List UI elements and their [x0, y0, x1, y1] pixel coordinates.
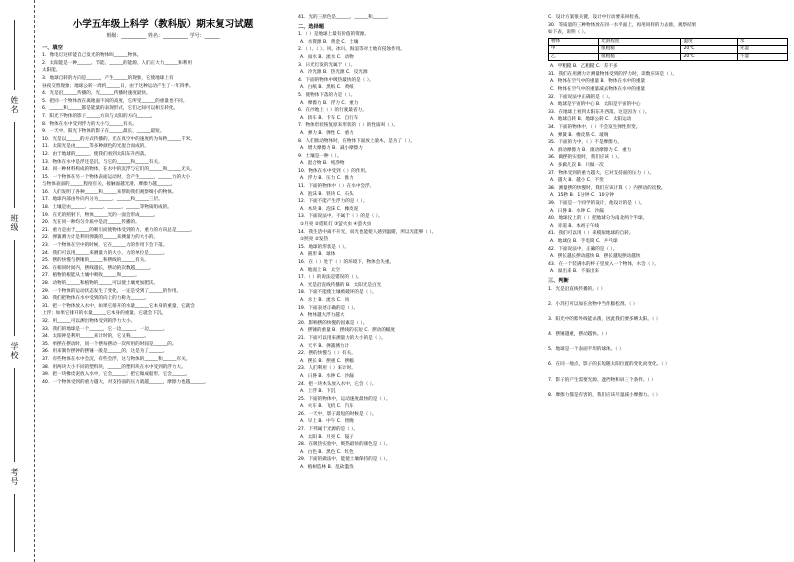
- question-line: 9．土壤是一种（ ）。: [298, 153, 342, 159]
- question-line: 18．土壤是由______、______、______、______等物质组成的。: [42, 205, 172, 211]
- answer-options: A．植树造林 B．乱砍滥伐: [300, 465, 354, 471]
- table-cell: 很粗糙: [599, 46, 681, 54]
- answer-options: A．白纸 B．黑纸 C．黄纸: [300, 85, 354, 91]
- answer-options: A．白色 B．黑色 C．红色: [300, 449, 354, 455]
- answer-options: A．火车 B．飞机 C．汽车: [300, 404, 354, 410]
- question-line: 40．地球仪上的（ ）把地球分为南北两个半球。: [548, 216, 648, 222]
- answer-options: A．多做几次 B．只做一次: [550, 163, 604, 168]
- answer-space: [548, 323, 790, 331]
- question-line: 23．一个物体在空中的时候，它在______力的作用下会下落。: [42, 243, 168, 249]
- table-header-cell: 水: [737, 38, 787, 46]
- answer-options: A．太阳 B．月亮 C．镜子: [300, 434, 354, 440]
- question-line: 12．由于地球的______，使我们看到太阳东升西落。: [42, 151, 149, 157]
- answer-options: A．轿车 B．卡车 C．自行车: [300, 115, 359, 121]
- column-2: [298, 14, 540, 472]
- question-line: 30．我们把物体在水中受到的向上的力称为______。: [42, 296, 149, 302]
- question-line: 16．人们发明了各种______和______来帮助我们观察细小的物体。: [42, 189, 177, 195]
- question-line: 42．下面说法中，正确的是（ ）。: [548, 246, 618, 252]
- question-line: 33．我们的地球是一个______，它一边______，一边______。: [42, 326, 168, 332]
- margin-rule-3: [14, 240, 15, 336]
- section-heading: 一、填空: [42, 44, 63, 51]
- question-line: 1．像电灯这样能自己发光的物体叫______物体。: [42, 53, 142, 59]
- question-line: 41．我们可以用（ ）来模拟地球的自转。: [548, 231, 634, 237]
- question-line: 10．物体在水中受到（ ）的作用。: [298, 168, 370, 174]
- answer-options: A．早上 B．中午 C．傍晚: [300, 419, 354, 425]
- question-line: 28．动物的______和植物的______可以使土壤更加肥沃。: [42, 281, 159, 286]
- question-line: 29．一个物体的运动状态发生了变化，一定是受到了______的作用。: [42, 288, 182, 294]
- margin-rule-2: [14, 122, 15, 208]
- answer-options: A．增大摩擦力 B．减小摩擦力: [300, 146, 363, 152]
- section-heading: 二、选择题: [298, 23, 324, 30]
- question-line: 25．下面的物体中，运动速度最快的是（ ）。: [298, 396, 391, 402]
- answer-options: ①照亮 ②发热: [300, 237, 329, 243]
- question-line: 1．（ ）是地球上最有价值的资源。: [298, 32, 369, 38]
- question-line: 5．使物体下落的力是（ ）。: [298, 92, 356, 98]
- experiment-table: [548, 38, 788, 62]
- answer-space: [548, 384, 790, 392]
- answer-options: A．赤道 B．本初子午线: [550, 223, 600, 229]
- answer-options: A．越大 B．越小 C．不变: [550, 178, 604, 184]
- table-row: [549, 46, 788, 54]
- question-line: 34．下面的物体中，（ ）不会发生弹性形变。: [548, 125, 641, 131]
- question-line: 3．日光灯发的光属于（ ）。: [298, 62, 356, 68]
- question-line: 15．地球的形状是（ ）。: [298, 244, 349, 250]
- table-header-cell: 光滑程度: [599, 38, 681, 46]
- answer-space: [548, 339, 790, 347]
- question-line: 43．在一个装满水的杯子里放入一个物体，水会（ ）。: [548, 261, 659, 267]
- question-line: 37．物体受到的重力越大，它对支持面的压力（ ）。: [548, 170, 655, 176]
- question-line: 32．用______可以测出物体受到的浮力大小。: [42, 318, 136, 324]
- question-line: 38．测量摆的快慢时，我们应该计算（ ）内摆动的次数。: [548, 185, 666, 191]
- question-line: 4．下面的物体中吸热最快的是（ ）。: [298, 77, 374, 83]
- answer-options: A．地球自转 B．地球公转 C．太阳运动: [550, 117, 632, 123]
- question-line: 41．光的三原色是______、______和______。: [298, 15, 392, 20]
- table-cell: 不湿: [737, 53, 787, 61]
- question-line: 19．在光的照射下，物体______光的一面会形成______。: [42, 212, 159, 218]
- table-header-row: [549, 38, 788, 46]
- answer-options: A．日晷 B．水钟 C．沙漏: [300, 373, 354, 379]
- answer-options: A．地球仪 B．手电筒 C．乒乓球: [550, 238, 618, 244]
- question-line: 1．光是沿直线传播的。（ ）: [548, 286, 606, 292]
- answer-options: A．泡沫 B．铁块 C．石头: [300, 191, 354, 197]
- answer-options: A．浮力 B．压力 C．推力: [300, 176, 354, 182]
- exam-info: 班级：__________ 姓名：__________ 学号：______: [106, 33, 220, 39]
- question-line: 7．影子的产生需要光源、遮挡物和屏三个条件。（ ）: [548, 377, 656, 383]
- question-line: 8．摩擦力都是有害的，我们应该尽量减小摩擦力。（ ）: [548, 392, 661, 398]
- margin-label-name: 姓名: [10, 96, 19, 114]
- question-line: 24．把一块木头放入水中，它会（ ）。: [298, 381, 377, 387]
- question-line: 24．我们可以用______来测量力的大小，力的单位是______。: [42, 250, 168, 256]
- answer-options: C．物体在空气中的重量减去物体在水中的重量: [550, 87, 646, 93]
- section-heading: 三、判断: [548, 277, 569, 284]
- answer-options: A．滑动摩擦力 B．滚动摩擦力 C．重力: [550, 147, 632, 153]
- question-line: 4．光是沿______传播的，光______传播时速度最快。: [42, 91, 151, 97]
- table-cell: 20℃: [681, 46, 737, 54]
- question-line: 25．摆的快慢与摆锤的______和摆线的______有关。: [42, 258, 149, 264]
- margin-rule-top: [14, 20, 15, 90]
- question-line: 29．下面的做法中，能使土壤保持的是（ ）。: [298, 457, 391, 463]
- answer-options: A．物体越大浮力越大: [300, 313, 345, 319]
- answer-space: [548, 308, 790, 316]
- question-line: 20．影响摆的快慢的因素是（ ）。: [298, 320, 368, 326]
- question-line: 8．人们推动物体时，在物体下面放上滚木，是为了（ ）。: [298, 138, 415, 144]
- answer-options: A．光是沿直线传播的 B．太阳光是白光: [300, 282, 382, 288]
- question-line: 17．地球内部由外向内分为______、______和______三层。: [42, 197, 163, 203]
- question-line: 12．下面不能产生浮力的是（ ）。: [298, 199, 368, 205]
- answer-options: ①月亮 ②霓虹灯 ③萤火虫 ④萤火虫: [300, 222, 372, 228]
- answer-options: A．弹簧 B．橡皮筋 C．玻璃: [550, 132, 609, 138]
- margin-label-id: 考号: [10, 468, 19, 486]
- answer-options: A．天平 B．弹簧测力计: [300, 343, 350, 349]
- question-line: 39．把一块橡皮泥放入水中，它会______；把它做成船形，它会______。: [42, 372, 191, 378]
- question-line: 31．我们在用测力计测量物体受到的浮力时，读数应该是（ ）。: [548, 71, 678, 77]
- question-line: 40．一个物体受到的重力越大，对支持面的压力就越______，摩擦力也越______。: [42, 379, 209, 385]
- question-line: 9．一天中，阳光下物体的影子在______最长，______最短。: [42, 129, 165, 135]
- question-line: 32．下面说法中正确的是（ ）。: [548, 94, 613, 100]
- question-line: 3．地球自转的方向是______，产生______的现象，它使地球上有: [42, 75, 174, 81]
- column-3: [548, 14, 790, 399]
- answer-options: A．摆长 B．摆重 C．摆幅: [300, 358, 354, 364]
- question-line: 2．小苏打可以加在食物中当作膨松剂。（ ）: [548, 301, 638, 307]
- answer-options: A．甲粗糙 B．乙粗糙 C．差不多: [550, 64, 618, 70]
- question-line: 35．单摆在摆动时，同一个摆每摆动一次所用的时间是______的。: [42, 341, 177, 347]
- table-cell: 甲: [549, 46, 599, 54]
- question-line: 26．一天中，影子最短的时候是（ ）。: [298, 411, 377, 417]
- question-line: 上浮；如果它排开的水量______它本身的重量，它就会下沉。: [42, 311, 167, 317]
- question-line: 7．物体形状恢复原来形状的（ ）的性质叫（ ）。: [298, 123, 399, 129]
- answer-options: A．混合物 B．纯净物: [300, 161, 345, 167]
- question-line: 23．人们利用（ ）来计时。: [298, 366, 356, 372]
- question-line: 5．地球是一个表面平坦的球体。（ ）: [548, 347, 624, 353]
- margin-label-school: 学校: [10, 342, 19, 360]
- question-line: 5．把同一个物体放在离地面不同的高度，它所受______的重量也不同。: [42, 98, 188, 104]
- question-line: 13．物体在水中是浮还是沉，与它的______和______有关。: [42, 159, 163, 165]
- table-row: [549, 53, 788, 61]
- question-line: 37．有些物体在水中会沉，有些会浮，这与物体的______和______有关。: [42, 356, 191, 362]
- question-line: 21．下面可以用来测量力的大小的是（ ）。: [298, 335, 386, 341]
- question-line: 6．在同一地点，影子的长短随太阳位置的变化而变化。（ ）: [548, 362, 670, 368]
- question-line: C．设计方案很关键，设计中行动要来回检查。: [548, 15, 644, 20]
- question-line: 36．做摆的实验时，我们应该（ ）。: [548, 155, 622, 161]
- question-line: 33．在地球上看到太阳东升西落，这是因为（ ）。: [548, 109, 650, 115]
- answer-options: A．水土 B．流水 C．风: [300, 297, 350, 303]
- answer-options: A．物体在空气中的重量 B．物体在水中的重量: [550, 79, 646, 85]
- answer-options: A．摩擦力 B．浮力 C．重力: [300, 100, 359, 106]
- question-line: 如下表，说明（ ）。: [548, 30, 589, 36]
- question-line: 39．下面是一个同学的设计，他设计的是（ ）。: [548, 200, 645, 206]
- question-line: 6．在沙地上（ ）的行驶最省力。: [298, 108, 367, 114]
- answer-options: A．弹力 B．弹性 C．重力: [300, 130, 354, 136]
- question-line: 8．物体在水中受到浮力的大小与______有关。: [42, 121, 137, 127]
- question-line: 38．用两块大小不同的塑料块，______的塑料块在水中受到的浮力大。: [42, 364, 186, 370]
- question-line: 27．下列属于光源的是（ ）。: [298, 427, 359, 433]
- question-line: 2．太阳能是一种______、节能、______的能源，人们正大力______和利用: [42, 60, 192, 66]
- table-cell: 很粗糙: [599, 53, 681, 61]
- answer-options: A．摆长越长摆动越快 B．摆长越短摆动越快: [550, 254, 641, 260]
- question-line: 4．摆锤越重，摆动越快。（ ）: [548, 332, 610, 338]
- table-header-cell: 温度: [681, 38, 737, 46]
- answer-options: A．木块 B．泡沫 C．橡皮泥: [300, 206, 359, 212]
- answer-options: A．摆锤的重量 B．摆线的长短 C．摆动的幅度: [300, 328, 396, 334]
- table-cell: 先湿: [737, 46, 787, 54]
- question-line: 7．阳光下物体的影子______方向与太阳的方向______。: [42, 113, 156, 119]
- margin-rule-bottom: [14, 494, 15, 552]
- question-line: 34．太阳钟是利用______来计时的，它又称______。: [42, 334, 149, 340]
- column-2-questions: [298, 14, 540, 472]
- answer-options: A．日晷 B．水钟 C．沙漏: [550, 208, 604, 214]
- answer-options: A．上浮 B．下沉: [300, 389, 336, 395]
- answer-options: A．雨水 B．流水 C．动物: [300, 54, 354, 60]
- question-line: 22．弹簧测力计是利用弹簧的______来测量力的大小的。: [42, 235, 159, 241]
- question-line: 30．等质量的三种物体放在同一水平面上，再用同样的力去推，观察结果: [548, 22, 697, 28]
- question-line: 22．摆的快慢与（ ）有关。: [298, 351, 356, 357]
- question-line: 35．下面的力中，（ ）不是摩擦力。: [548, 140, 622, 146]
- margin-rule-4: [14, 368, 15, 462]
- binding-margin: [0, 0, 35, 562]
- answer-options: A．溢出来 B．不溢出来: [550, 269, 600, 275]
- question-line: 13．下面说法中，不属于（ ）的是（ ）。: [298, 214, 383, 220]
- answer-options: A．水资源 B．黄金 C．土壤: [300, 39, 359, 45]
- question-line: 18．下面不能使土壤被破坏的是（ ）。: [298, 290, 377, 296]
- table-header-cell: 物体: [549, 38, 599, 46]
- column-3-bottom: [548, 63, 790, 399]
- answer-options: A．地球是宇宙的中心 B．太阳是宇宙的中心: [550, 102, 641, 108]
- answer-options: A．圆形 B．球体: [300, 252, 336, 258]
- question-line: 10．光是以______的方式传播的，光在真空中的速度约为每秒______千米。: [42, 136, 195, 142]
- answer-options: A．冷光源 B．热光源 C．反光源: [300, 70, 368, 76]
- question-line: 19．下面表述正确的是（ ）。: [298, 305, 359, 311]
- question-line: 28．在吸热实验中，吸热最快的颜色是（ ）。: [298, 442, 391, 448]
- question-line: 20．光在同一种均匀介质中是沿______传播的。: [42, 220, 140, 226]
- question-line: 11．太阳光是由______等多种颜色的光混合而成的。: [42, 144, 149, 150]
- question-line: 与物体表面的______程度有关，接触面越光滑，摩擦力越______。: [42, 182, 176, 188]
- table-cell: 乙: [549, 53, 599, 61]
- question-line: 6．______和______都是能量的表现形式，它们之间可以相互转化。: [42, 106, 179, 112]
- answer-space: [548, 369, 790, 377]
- question-line: 太阳能。: [42, 68, 61, 74]
- question-line: 27．植物的根能从土壤中吸收______和______。: [42, 273, 140, 279]
- column-3-top: [548, 14, 790, 37]
- question-line: 16．在（ ）处于（ ）的环境下，物体会失重。: [298, 260, 395, 265]
- answer-options: A．15秒 B．1分钟 C．10分钟: [550, 193, 614, 199]
- table-cell: 20℃: [681, 53, 737, 61]
- question-line: 14．同一种材料构成的物体，在水中的沉浮与它们的______和______无关。: [42, 167, 195, 173]
- question-line: 3．阳光中的紫外线能杀菌，因此我们要多晒太阳。（ ）: [548, 316, 661, 322]
- column-1-questions: [42, 45, 284, 387]
- exam-title: 小学五年级上科学（教科版）期末复习试题: [72, 19, 254, 30]
- question-line: 26．在相同时间内，摆线越长，摆动的次数越______。: [42, 265, 154, 271]
- question-line: 36．用来制作摆钟的摆锤一般是______的，这是为了______。: [42, 349, 168, 355]
- question-line: 2．（ ）、（ ）、风、冰川、海浪等对土地有侵蚀作用。: [298, 47, 405, 53]
- question-line: 21．重力是由于______的吸引而使物体受到的力，重力的方向总是______。: [42, 227, 195, 233]
- answer-space: [548, 354, 790, 362]
- question-line: 14．我生活中离不开光，而光也能使人感到温暖，所以光能够（ ）。: [298, 229, 437, 235]
- answer-space: [548, 293, 790, 301]
- question-line: 17．（ ）的说法是错误的（ ）。: [298, 275, 362, 281]
- answer-options: A．地面上 B．太空: [300, 267, 340, 273]
- margin-label-class: 班级: [10, 214, 19, 232]
- question-line: 15．一个物体在另一个物体表面运动时，会产生______，______力的大小: [42, 174, 191, 180]
- question-line: 31．把一个物体放入水中，如果它排开的水量______它本身的重量，它就会: [42, 303, 195, 309]
- question-line: 11．下面的物体中（ ）在水中会浮。: [298, 184, 375, 190]
- question-line: 昼夜交替现象；地球公转一周约______日，由于这种运动产生了一年四季。: [42, 83, 194, 89]
- column-1: [42, 14, 284, 386]
